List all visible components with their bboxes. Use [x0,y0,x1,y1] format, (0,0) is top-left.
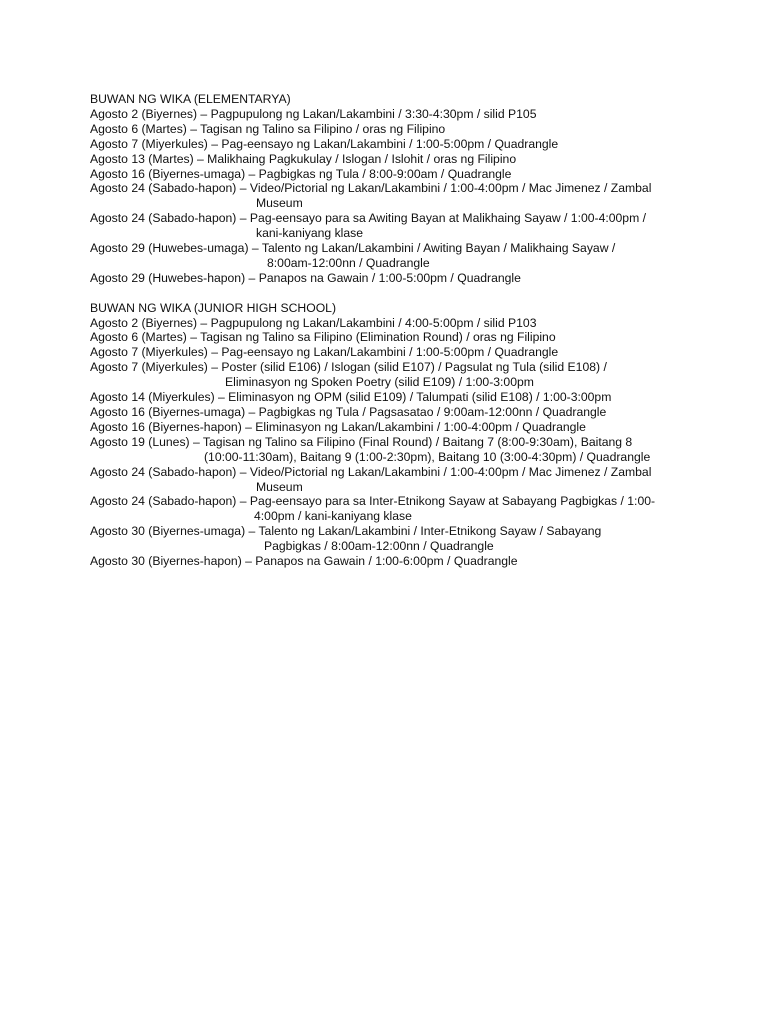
schedule-line-continuation: Eliminasyon ng Spoken Poetry (silid E109) / 1:00-3:00pm [225,375,534,390]
schedule-line: Agosto 6 (Martes) – Tagisan ng Talino sa Filipino (Elimination Round) / oras ng Filipino [90,330,556,345]
schedule-line: Agosto 14 (Miyerkules) – Eliminasyon ng OPM (silid E109) / Talumpati (silid E108) / 1:00-3:00pm [90,390,612,405]
schedule-line-continuation: 4:00pm / kani-kaniyang klase [254,509,412,524]
schedule-line: Agosto 7 (Miyerkules) – Poster (silid E106) / Islogan (silid E107) / Pagsulat ng Tula (silid E108) / [90,360,607,375]
schedule-line: Agosto 30 (Biyernes-umaga) – Talento ng Lakan/Lakambini / Inter-Etnikong Sayaw / Sabayang [90,524,602,539]
schedule-line-continuation: 8:00am-12:00nn / Quadrangle [267,255,430,270]
schedule-line: Agosto 24 (Sabado-hapon) – Video/Pictorial ng Lakan/Lakambini / 1:00-4:00pm / Mac Jimenez / Zambal [90,181,652,196]
schedule-line: Agosto 13 (Martes) – Malikhaing Pagkukulay / Islogan / Islohit / oras ng Filipino [90,151,517,166]
section-heading: BUWAN NG WIKA (JUNIOR HIGH SCHOOL) [90,300,337,315]
schedule-line: Agosto 24 (Sabado-hapon) – Pag-eensayo para sa Inter-Etnikong Sayaw at Sabayang Pagbigkas / 1:00- [90,494,656,509]
schedule-line: Agosto 7 (Miyerkules) – Pag-eensayo ng Lakan/Lakambini / 1:00-5:00pm / Quadrangle [90,136,559,151]
schedule-line: Agosto 16 (Biyernes-hapon) – Eliminasyon ng Lakan/Lakambini / 1:00-4:00pm / Quadrangle [90,419,586,434]
schedule-line: Agosto 7 (Miyerkules) – Pag-eensayo ng Lakan/Lakambini / 1:00-5:00pm / Quadrangle [90,345,559,360]
schedule-line: Agosto 24 (Sabado-hapon) – Video/Pictorial ng Lakan/Lakambini / 1:00-4:00pm / Mac Jimenez / Zambal [90,464,652,479]
elementarya-section [90,92,730,286]
document-page [90,92,730,569]
schedule-line: Agosto 19 (Lunes) – Tagisan ng Talino sa Filipino (Final Round) / Baitang 7 (8:00-9:30am), Baitang 8 [90,434,633,449]
schedule-line: Agosto 29 (Huwebes-umaga) – Talento ng Lakan/Lakambini / Awiting Bayan / Malikhaing Sayaw / [90,241,616,256]
schedule-line: Agosto 24 (Sabado-hapon) – Pag-eensayo para sa Awiting Bayan at Malikhaing Sayaw / 1:00-4:00pm / [90,211,647,226]
schedule-line: Agosto 2 (Biyernes) – Pagpupulong ng Lakan/Lakambini / 3:30-4:30pm / silid P105 [90,106,537,121]
schedule-line: Agosto 6 (Martes) – Tagisan ng Talino sa Filipino / oras ng Filipino [90,121,446,136]
schedule-line: Agosto 16 (Biyernes-umaga) – Pagbigkas ng Tula / 8:00-9:00am / Quadrangle [90,166,512,181]
schedule-line-continuation: kani-kaniyang klase [256,226,364,241]
schedule-line: Agosto 16 (Biyernes-umaga) – Pagbigkas ng Tula / Pagsasatao / 9:00am-12:00nn / Quadrangle [90,405,607,420]
schedule-line: Agosto 30 (Biyernes-hapon) – Panapos na Gawain / 1:00-6:00pm / Quadrangle [90,554,518,569]
schedule-line-continuation: Museum [256,196,303,211]
schedule-line-continuation: Museum [256,479,303,494]
schedule-line: Agosto 29 (Huwebes-hapon) – Panapos na Gawain / 1:00-5:00pm / Quadrangle [90,270,521,285]
schedule-line-continuation: Pagbigkas / 8:00am-12:00nn / Quadrangle [264,539,494,554]
junior-high-section [90,301,730,569]
schedule-line: Agosto 2 (Biyernes) – Pagpupulong ng Lakan/Lakambini / 4:00-5:00pm / silid P103 [90,315,537,330]
schedule-line-continuation: (10:00-11:30am), Baitang 9 (1:00-2:30pm), Baitang 10 (3:00-4:30pm) / Quadrangle [204,449,651,464]
section-heading: BUWAN NG WIKA (ELEMENTARYA) [90,92,291,106]
